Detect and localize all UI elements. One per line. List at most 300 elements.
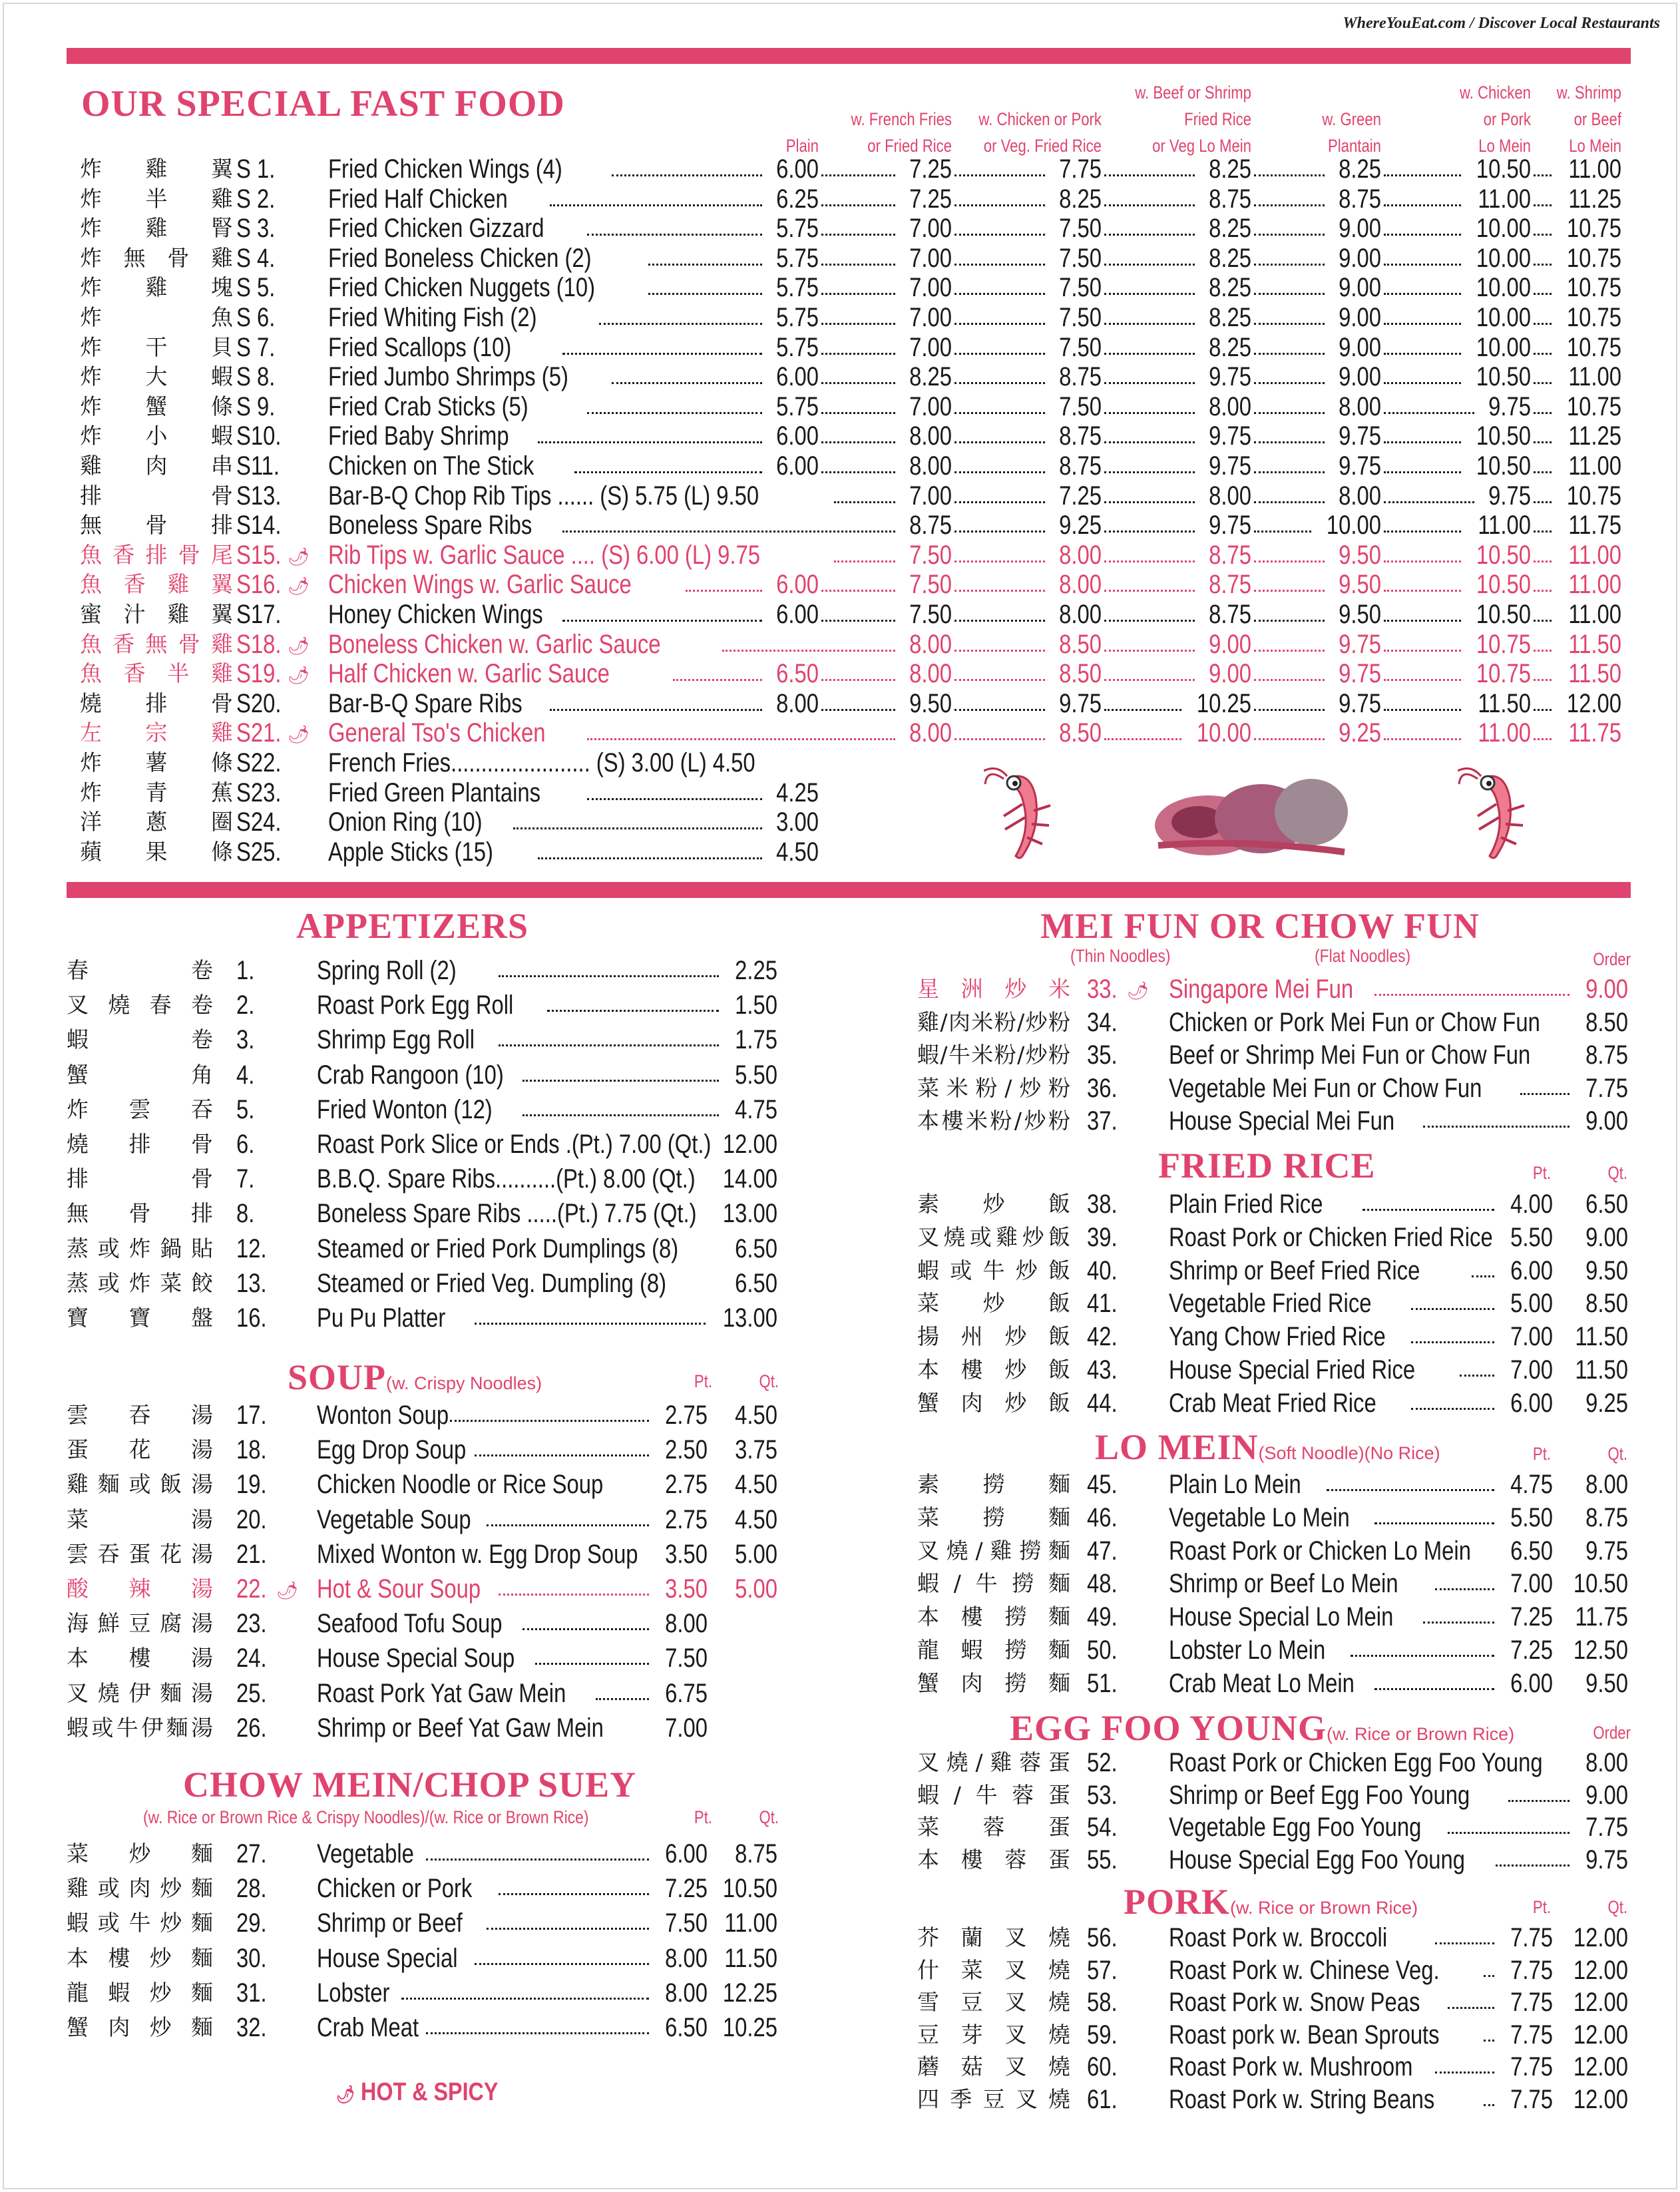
menu-row[interactable] xyxy=(917,1222,1633,1253)
item-number: 49. xyxy=(1087,1602,1118,1632)
column-header: Lo Mein xyxy=(1478,136,1531,156)
price: 8.50 xyxy=(1059,659,1102,689)
hot-spicy-legend: 🌶 HOT & SPICY xyxy=(336,2078,499,2106)
chinese-name: 菜 炒 飯 xyxy=(917,1290,1070,1317)
chinese-name: 本 樓 湯 xyxy=(67,1645,213,1671)
price: 10.00 xyxy=(1326,511,1381,541)
price: 8.75 xyxy=(909,511,952,541)
price: 8.25 xyxy=(909,362,952,392)
menu-row[interactable] xyxy=(917,1355,1633,1385)
chinese-name: 豆 芽 叉 燒 xyxy=(917,2021,1070,2048)
item-name: Beef or Shrimp Mei Fun or Chow Fun xyxy=(1169,1040,1531,1070)
item-number: 51. xyxy=(1087,1668,1118,1698)
price: 9.75 xyxy=(1488,481,1531,511)
menu-row[interactable] xyxy=(917,1922,1633,1953)
price: 6.50 xyxy=(1510,1536,1553,1566)
column-header: Plantain xyxy=(1327,136,1381,156)
price: 8.75 xyxy=(1339,184,1381,214)
menu-row[interactable] xyxy=(67,1608,785,1639)
chinese-name: 燒 排 骨 xyxy=(80,690,233,716)
price: 7.75 xyxy=(1510,1923,1553,1952)
menu-row[interactable] xyxy=(67,2012,785,2043)
chinese-name: 蘑 菇 叉 燒 xyxy=(917,2054,1070,2080)
price: 11.00 xyxy=(1478,184,1531,214)
hot-spicy-pepper-icon: 🌶 xyxy=(288,576,310,596)
hot-spicy-pepper-icon: 🌶 xyxy=(1127,981,1150,1000)
shrimp-illustration xyxy=(1458,764,1538,864)
mei-fun-thin-label: (Thin Noodles) xyxy=(1070,946,1171,966)
item-name: Mixed Wonton w. Egg Drop Soup xyxy=(317,1539,638,1569)
price: 9.00 xyxy=(1339,362,1381,392)
price: 11.00 xyxy=(1568,570,1621,600)
menu-row[interactable] xyxy=(67,1943,785,1974)
menu-row[interactable] xyxy=(917,974,1633,1004)
menu-row[interactable] xyxy=(67,1504,785,1535)
item-number: 17. xyxy=(236,1401,267,1430)
chinese-name: 炸 干 貝 xyxy=(80,333,233,360)
chinese-name: 蝦 / 牛 撈 麵 xyxy=(917,1570,1070,1597)
price: 8.00 xyxy=(1209,391,1251,421)
price: 9.25 xyxy=(1059,511,1102,541)
item-number: S15. xyxy=(236,540,282,570)
menu-row[interactable] xyxy=(67,990,785,1020)
chinese-name: 叉 燒 伊 麵 湯 xyxy=(67,1679,213,1706)
price: 8.00 xyxy=(909,718,952,748)
menu-row[interactable] xyxy=(917,2052,1633,2082)
price: 13.00 xyxy=(722,1303,777,1333)
item-name: Egg Drop Soup xyxy=(317,1435,467,1465)
chow-mein-pt-header: Pt. xyxy=(694,1807,712,1827)
menu-row[interactable] xyxy=(67,1978,785,2008)
chinese-name: 寶 寶 盤 xyxy=(67,1305,213,1331)
item-number: 16. xyxy=(236,1303,267,1333)
item-name: Chicken Wings w. Garlic Sauce xyxy=(328,570,632,600)
menu-row[interactable] xyxy=(917,1602,1633,1632)
item-number: S19. xyxy=(236,659,282,689)
item-number: S17. xyxy=(236,600,282,629)
shrimp-illustration xyxy=(984,764,1064,864)
price: 11.50 xyxy=(1575,1355,1628,1385)
menu-row[interactable] xyxy=(67,1303,785,1333)
price: 7.75 xyxy=(1510,2020,1553,2050)
lo-mein-pt-header: Pt. xyxy=(1532,1444,1551,1464)
dot-leader xyxy=(587,711,896,740)
menu-row[interactable] xyxy=(67,1643,785,1673)
item-name: Seafood Tofu Soup xyxy=(317,1609,503,1639)
item-number: S11. xyxy=(236,451,280,481)
price: 9.00 xyxy=(1585,975,1628,1004)
item-number: 35. xyxy=(1087,1040,1118,1070)
chinese-name: 洋 蔥 圈 xyxy=(80,809,233,835)
fried-rice-title: FRIED RICE xyxy=(1158,1146,1376,1186)
price: 9.00 xyxy=(1339,303,1381,332)
price: 8.00 xyxy=(1059,570,1102,600)
item-number: 42. xyxy=(1087,1322,1118,1352)
item-number: 34. xyxy=(1087,1007,1118,1037)
price: 12.00 xyxy=(1573,2084,1628,2114)
price: 11.00 xyxy=(1568,154,1621,184)
menu-row[interactable] xyxy=(917,1568,1633,1599)
price: 7.00 xyxy=(909,391,952,421)
item-name: Fried Boneless Chicken (2) xyxy=(328,243,592,273)
price: 9.75 xyxy=(1209,451,1251,481)
lo-mein-title: LO MEIN(Soft Noodle)(No Rice) xyxy=(1095,1427,1440,1467)
item-number: 31. xyxy=(236,1978,267,2008)
hot-spicy-pepper-icon: 🌶 xyxy=(288,724,310,745)
price: 4.25 xyxy=(776,777,819,807)
price: 10.00 xyxy=(1476,332,1531,362)
lo-mein-subtitle: (Soft Noodle)(No Rice) xyxy=(1258,1443,1440,1463)
item-name: Vegetable xyxy=(317,1839,414,1868)
item-name: Yang Chow Fried Rice xyxy=(1169,1322,1386,1352)
price: 7.25 xyxy=(909,154,952,184)
item-number: 12. xyxy=(236,1233,267,1263)
price: 10.75 xyxy=(1476,629,1531,659)
chinese-name: 魚 香 半 雞 xyxy=(80,660,233,687)
menu-row[interactable] xyxy=(917,2020,1633,2050)
chinese-name: 蝦 或 牛 伊 麵 湯 xyxy=(67,1714,213,1741)
column-header: w. Chicken xyxy=(1459,83,1531,103)
price: 11.50 xyxy=(1478,688,1531,718)
price: 2.25 xyxy=(735,956,777,985)
price: 7.00 xyxy=(909,332,952,362)
menu-row[interactable] xyxy=(917,1845,1633,1875)
price: 9.50 xyxy=(1339,570,1381,600)
chinese-name: 排 骨 xyxy=(67,1166,213,1192)
menu-row[interactable] xyxy=(917,1007,1633,1038)
price: 11.75 xyxy=(1575,1602,1628,1632)
price: 7.00 xyxy=(909,243,952,273)
menu-row[interactable] xyxy=(67,1678,785,1709)
chinese-name: 素 炒 飯 xyxy=(917,1191,1070,1217)
chinese-name: 星 洲 炒 米 xyxy=(917,976,1070,1002)
chinese-name: 炸 半 雞 xyxy=(80,185,233,212)
menu-row[interactable] xyxy=(67,1060,785,1090)
chinese-name: 炸 青 蕉 xyxy=(80,779,233,805)
price: 3.50 xyxy=(665,1539,708,1569)
item-number: S18. xyxy=(236,629,282,659)
menu-row[interactable] xyxy=(67,1094,785,1125)
price: 7.25 xyxy=(1510,1602,1553,1632)
menu-row[interactable] xyxy=(917,1469,1633,1500)
item-name: Onion Ring (10) xyxy=(328,807,483,837)
price: 3.50 xyxy=(665,1574,708,1604)
menu-row[interactable] xyxy=(67,1164,785,1194)
price: 10.75 xyxy=(1476,659,1531,689)
price: 7.25 xyxy=(909,184,952,214)
price: 9.00 xyxy=(1339,214,1381,244)
mei-fun-order-header: Order xyxy=(1593,949,1631,969)
price: 8.00 xyxy=(1585,1748,1628,1777)
item-number: 56. xyxy=(1087,1923,1118,1952)
item-number: 53. xyxy=(1087,1780,1118,1810)
item-number: 29. xyxy=(236,1908,267,1938)
price: 7.00 xyxy=(1510,1322,1553,1352)
column-header: w. Green xyxy=(1322,109,1381,129)
price: 8.25 xyxy=(1209,214,1251,244)
price: 8.25 xyxy=(1339,154,1381,184)
price: 6.50 xyxy=(735,1233,777,1263)
item-name: House Special Mei Fun xyxy=(1169,1106,1395,1136)
taro-illustration xyxy=(1145,772,1351,865)
item-number: 6. xyxy=(236,1130,255,1159)
menu-row[interactable] xyxy=(0,807,1680,837)
menu-row[interactable] xyxy=(917,1288,1633,1319)
item-name: General Tso's Chicken xyxy=(328,718,546,748)
price: 7.75 xyxy=(1585,1073,1628,1103)
menu-row[interactable] xyxy=(67,1713,785,1743)
price: 12.50 xyxy=(1573,1636,1628,1665)
price: 10.00 xyxy=(1196,718,1251,748)
chinese-name: 蝦 或 牛 炒 飯 xyxy=(917,1257,1070,1283)
chinese-name: 四 季 豆 叉 燒 xyxy=(917,2085,1070,2112)
item-number: 27. xyxy=(236,1839,267,1868)
item-number: 55. xyxy=(1087,1845,1118,1874)
price: 10.50 xyxy=(1476,570,1531,600)
menu-row[interactable] xyxy=(67,1469,785,1500)
price: 6.50 xyxy=(1585,1190,1628,1219)
chinese-name: 雞 或 肉 炒 麵 xyxy=(67,1875,213,1902)
menu-row[interactable] xyxy=(917,1321,1633,1352)
item-number: 47. xyxy=(1087,1536,1118,1566)
item-name: Singapore Mei Fun xyxy=(1169,975,1354,1004)
item-name: Vegetable Lo Mein xyxy=(1169,1502,1350,1532)
chinese-name: 蝦 / 牛 蓉 蛋 xyxy=(917,1781,1070,1808)
price: 4.00 xyxy=(1510,1190,1553,1219)
menu-row[interactable] xyxy=(67,1400,785,1430)
price: 8.00 xyxy=(909,451,952,481)
site-header[interactable]: WhereYouEat.com / Discover Local Restaurants xyxy=(1343,15,1660,32)
price: 8.50 xyxy=(1059,629,1102,659)
price: 7.75 xyxy=(1059,154,1102,184)
item-name: Bar-B-Q Chop Rib Tips ...... (S) 5.75 (L) 9.50 xyxy=(328,481,759,511)
menu-row[interactable] xyxy=(917,1502,1633,1533)
menu-row[interactable] xyxy=(67,1198,785,1229)
hot-spicy-pepper-icon: 🌶 xyxy=(288,665,310,686)
chinese-name: 炸 雞 塊 xyxy=(80,274,233,301)
price: 8.25 xyxy=(1209,303,1251,332)
item-name: Roast Pork Yat Gaw Mein xyxy=(317,1678,566,1708)
price: 8.50 xyxy=(1059,718,1102,748)
item-name: Fried Scallops (10) xyxy=(328,332,512,362)
menu-row[interactable] xyxy=(67,1908,785,1938)
price: 6.00 xyxy=(1510,1668,1553,1698)
price: 9.75 xyxy=(1339,688,1381,718)
item-number: 44. xyxy=(1087,1388,1118,1418)
price: 5.75 xyxy=(776,214,819,244)
price: 9.50 xyxy=(1339,600,1381,629)
chinese-name: 蘋 果 條 xyxy=(80,838,233,865)
chinese-name: 揚 州 炒 飯 xyxy=(917,1323,1070,1350)
menu-row[interactable] xyxy=(67,1129,785,1160)
price: 7.00 xyxy=(909,303,952,332)
chinese-name: 菜 蓉 蛋 xyxy=(917,1814,1070,1840)
item-number: 57. xyxy=(1087,1955,1118,1985)
price: 4.75 xyxy=(1510,1470,1553,1499)
chinese-name: 龍 蝦 撈 麵 xyxy=(917,1637,1070,1663)
item-name: Roast Pork Egg Roll xyxy=(317,990,514,1020)
price: 6.50 xyxy=(665,2013,708,2042)
item-number: S 3. xyxy=(236,214,276,244)
price: 10.00 xyxy=(1476,243,1531,273)
price: 7.00 xyxy=(909,481,952,511)
price: 6.50 xyxy=(776,659,819,689)
menu-row[interactable] xyxy=(67,1539,785,1570)
item-number: 59. xyxy=(1087,2020,1118,2050)
menu-row[interactable] xyxy=(67,955,785,986)
item-name: House Special Soup xyxy=(317,1644,515,1673)
item-name: Vegetable Soup xyxy=(317,1504,471,1534)
price: 6.00 xyxy=(1510,1388,1553,1418)
chinese-name: 菜 撈 麵 xyxy=(917,1504,1070,1530)
price: 9.75 xyxy=(1209,421,1251,451)
price: 4.50 xyxy=(735,1470,777,1500)
price: 11.50 xyxy=(1568,629,1621,659)
price: 8.25 xyxy=(1209,154,1251,184)
price: 7.50 xyxy=(909,570,952,600)
pork-subtitle: (w. Rice or Brown Rice) xyxy=(1230,1898,1418,1918)
price: 11.00 xyxy=(1478,511,1531,541)
price: 12.00 xyxy=(1573,1955,1628,1985)
price: 9.25 xyxy=(1339,718,1381,748)
item-name: Fried Chicken Gizzard xyxy=(328,214,544,244)
menu-row[interactable] xyxy=(917,1987,1633,2018)
column-header: w. French Fries xyxy=(851,109,952,129)
chinese-name: 雞 肉 串 xyxy=(80,453,233,479)
item-name: Roast Pork or Chicken Fried Rice xyxy=(1169,1222,1493,1252)
price: 5.00 xyxy=(1510,1289,1553,1319)
chinese-name: 蝦 或 牛 炒 麵 xyxy=(67,1910,213,1936)
menu-row[interactable] xyxy=(0,718,1680,748)
price: 5.50 xyxy=(1510,1222,1553,1252)
menu-row[interactable] xyxy=(67,1434,785,1465)
item-name: Crab Meat xyxy=(317,2013,419,2042)
price: 9.50 xyxy=(909,688,952,718)
item-number: 8. xyxy=(236,1199,255,1229)
item-name: Fried Crab Sticks (5) xyxy=(328,391,528,421)
menu-row[interactable] xyxy=(917,1189,1633,1219)
menu-row[interactable] xyxy=(917,2084,1633,2115)
menu-row[interactable] xyxy=(917,1635,1633,1665)
price: 8.00 xyxy=(909,659,952,689)
price: 9.75 xyxy=(1059,688,1102,718)
menu-row[interactable] xyxy=(917,1536,1633,1566)
item-number: S22. xyxy=(236,748,282,777)
item-number: 50. xyxy=(1087,1636,1118,1665)
item-number: 4. xyxy=(236,1060,255,1090)
chinese-name: 炸 薯 條 xyxy=(80,750,233,775)
menu-row[interactable] xyxy=(67,1873,785,1904)
price: 8.00 xyxy=(665,1609,708,1639)
price: 7.50 xyxy=(1059,243,1102,273)
column-header: or Veg. Fried Rice xyxy=(983,136,1102,156)
price: 7.50 xyxy=(665,1908,708,1938)
price: 7.50 xyxy=(1059,214,1102,244)
chinese-name: 本 樓 撈 麵 xyxy=(917,1604,1070,1630)
price: 10.50 xyxy=(1476,421,1531,451)
item-number: S 6. xyxy=(236,303,276,332)
item-name: House Special Lo Mein xyxy=(1169,1602,1394,1632)
menu-row[interactable] xyxy=(67,1574,785,1604)
price: 5.75 xyxy=(776,303,819,332)
price: 6.00 xyxy=(776,421,819,451)
item-number: 19. xyxy=(236,1470,267,1500)
item-name: House Special xyxy=(317,1943,458,1973)
menu-row[interactable] xyxy=(917,1955,1633,1986)
item-number: 41. xyxy=(1087,1289,1118,1319)
menu-row[interactable] xyxy=(67,1233,785,1264)
menu-row[interactable] xyxy=(67,1024,785,1055)
item-number: 46. xyxy=(1087,1502,1118,1532)
item-number: 54. xyxy=(1087,1813,1118,1842)
item-name: Roast Pork or Chicken Egg Foo Young xyxy=(1169,1748,1543,1777)
item-name: House Special Egg Foo Young xyxy=(1169,1845,1465,1874)
menu-row[interactable] xyxy=(67,1839,785,1869)
price: 7.00 xyxy=(909,273,952,303)
chinese-name: 菜 炒 麵 xyxy=(67,1841,213,1866)
item-number: S 5. xyxy=(236,273,276,303)
price: 7.25 xyxy=(1059,481,1102,511)
price: 5.00 xyxy=(735,1574,777,1604)
price: 11.50 xyxy=(724,1943,777,1973)
price: 7.50 xyxy=(1059,303,1102,332)
item-name: Fried Half Chicken xyxy=(328,184,508,214)
price: 6.00 xyxy=(1510,1255,1553,1285)
item-name: Honey Chicken Wings xyxy=(328,600,543,629)
price: 6.00 xyxy=(776,154,819,184)
item-name: Vegetable Egg Foo Young xyxy=(1169,1813,1422,1842)
chinese-name: 炸 小 蝦 xyxy=(80,423,233,449)
price: 7.50 xyxy=(909,540,952,570)
price: 10.25 xyxy=(722,2013,777,2042)
menu-row[interactable] xyxy=(0,778,1680,807)
price: 1.50 xyxy=(735,990,777,1020)
price: 8.00 xyxy=(1059,540,1102,570)
menu-row[interactable] xyxy=(917,1255,1633,1286)
item-name: Boneless Spare Ribs xyxy=(328,511,532,541)
item-number: 21. xyxy=(236,1539,267,1569)
item-number: 13. xyxy=(236,1268,267,1298)
item-name: Roast Pork or Chicken Lo Mein xyxy=(1169,1536,1471,1566)
price: 8.00 xyxy=(776,688,819,718)
menu-row[interactable] xyxy=(917,1106,1633,1136)
price: 11.25 xyxy=(1568,421,1621,451)
chinese-name: 叉 燒 / 雞 撈 麵 xyxy=(917,1537,1070,1564)
price: 10.50 xyxy=(1476,362,1531,392)
price: 9.75 xyxy=(1488,391,1531,421)
column-header: w. Beef or Shrimp xyxy=(1135,83,1251,103)
price: 10.75 xyxy=(1566,214,1621,244)
item-number: 30. xyxy=(236,1943,267,1973)
menu-row[interactable] xyxy=(917,1388,1633,1419)
price: 1.75 xyxy=(735,1025,777,1055)
top-divider-band xyxy=(67,48,1631,64)
menu-row[interactable] xyxy=(0,837,1680,867)
price: 12.25 xyxy=(722,1978,777,2008)
chinese-name: 叉 燒 或 雞 炒 飯 xyxy=(917,1223,1070,1250)
menu-row[interactable] xyxy=(917,1668,1633,1699)
item-name: Pu Pu Platter xyxy=(317,1303,446,1333)
chinese-name: 魚 香 無 骨 雞 xyxy=(80,630,233,657)
hot-spicy-pepper-icon: 🌶 xyxy=(336,2084,355,2104)
price: 7.75 xyxy=(1510,2084,1553,2114)
menu-row[interactable] xyxy=(0,748,1680,777)
menu-row[interactable] xyxy=(67,1268,785,1299)
item-name: B.B.Q. Spare Ribs..........(Pt.) 8.00 (Qt.) xyxy=(317,1164,696,1194)
item-name: Roast Pork w. Chinese Veg. xyxy=(1169,1955,1440,1985)
item-name: Fried Chicken Nuggets (10) xyxy=(328,273,596,303)
item-name: House Special Fried Rice xyxy=(1169,1355,1416,1385)
